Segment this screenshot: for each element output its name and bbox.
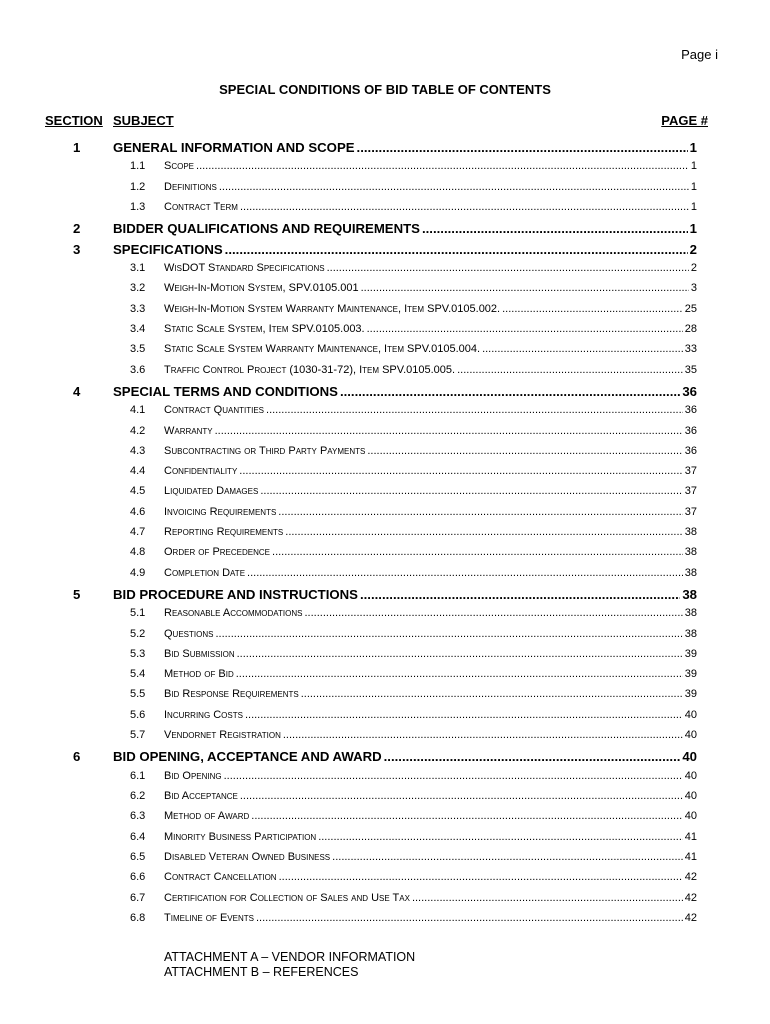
- item-number: 6.8: [130, 911, 146, 924]
- dot-leader: [279, 871, 683, 883]
- toc-item-row: [0, 912, 770, 932]
- item-number: 5.7: [130, 729, 146, 742]
- section-page: 1: [689, 140, 697, 155]
- item-number: 3.6: [130, 363, 146, 376]
- item-title: Contract Cancellation: [164, 871, 277, 884]
- attachment-b: ATTACHMENT B – REFERENCES: [164, 965, 359, 979]
- section-title: SPECIFICATIONS: [113, 241, 223, 257]
- item-page: 40: [684, 790, 697, 803]
- item-number: 1.2: [130, 180, 146, 193]
- section-title: BIDDER QUALIFICATIONS AND REQUIREMENTS: [113, 221, 420, 237]
- item-title: Vendornet Registration: [164, 729, 281, 742]
- item-title: Warranty: [164, 424, 213, 437]
- dot-leader: [482, 343, 683, 355]
- document-title: SPECIAL CONDITIONS OF BID TABLE OF CONTENTS: [219, 82, 551, 97]
- item-title: WisDOT Standard Specifications: [164, 262, 325, 275]
- toc-item-row: [0, 831, 770, 851]
- section-number: 2: [73, 221, 81, 237]
- section-number: 5: [73, 586, 81, 602]
- item-title: Bid Acceptance: [164, 790, 238, 803]
- section-title: SPECIAL TERMS AND CONDITIONS: [113, 383, 338, 399]
- item-page: 1: [690, 180, 697, 193]
- item-page: 33: [684, 343, 697, 356]
- item-number: 1.3: [130, 200, 146, 213]
- item-title: Scope: [164, 160, 195, 173]
- item-page: 38: [684, 526, 697, 539]
- dot-leader: [301, 688, 683, 700]
- item-page: 25: [684, 302, 697, 315]
- item-page: 35: [684, 363, 697, 376]
- dot-leader: [266, 404, 683, 416]
- toc-section-row: [0, 242, 770, 262]
- item-number: 5.3: [130, 647, 146, 660]
- toc-section-row: [0, 384, 770, 404]
- toc-item-row: [0, 546, 770, 566]
- item-page: 1: [690, 160, 697, 173]
- item-title: Invoicing Requirements: [164, 505, 277, 518]
- section-title: BID PROCEDURE AND INSTRUCTIONS: [113, 586, 358, 602]
- toc-item-row: [0, 810, 770, 830]
- toc-section-row: [0, 221, 770, 241]
- toc-column-headers: [45, 113, 708, 131]
- dot-leader: [285, 526, 682, 538]
- item-title: Order of Precedence: [164, 546, 271, 559]
- item-title: Disabled Veteran Owned Business: [164, 850, 331, 863]
- item-number: 4.2: [130, 424, 146, 437]
- item-number: 6.5: [130, 850, 146, 863]
- item-number: 4.3: [130, 444, 146, 457]
- toc-item-row: [0, 201, 770, 221]
- toc-item-row: [0, 526, 770, 546]
- dot-leader: [422, 221, 688, 236]
- toc-section-row: [0, 140, 770, 160]
- item-number: 5.6: [130, 708, 146, 721]
- item-title: Incurring Costs: [164, 708, 243, 721]
- dot-leader: [318, 831, 683, 843]
- page-number: Page i: [681, 47, 718, 62]
- dot-leader: [367, 323, 683, 335]
- dot-leader: [215, 628, 682, 640]
- dot-leader: [245, 709, 683, 721]
- toc-item-row: [0, 404, 770, 424]
- toc-item-row: [0, 790, 770, 810]
- item-number: 4.5: [130, 485, 146, 498]
- item-title: Bid Opening: [164, 769, 222, 782]
- toc-item-row: [0, 668, 770, 688]
- toc-item-row: [0, 343, 770, 363]
- toc-item-row: [0, 262, 770, 282]
- item-page: 28: [684, 322, 697, 335]
- toc-item-row: [0, 729, 770, 749]
- item-title: Reasonable Accommodations: [164, 607, 303, 620]
- dot-leader: [278, 506, 682, 518]
- dot-leader: [340, 384, 680, 399]
- item-number: 6.7: [130, 891, 146, 904]
- item-page: 36: [684, 444, 697, 457]
- item-title: Contract Term: [164, 200, 238, 213]
- dot-leader: [502, 303, 683, 315]
- section-number: 3: [73, 241, 81, 257]
- item-page: 40: [684, 810, 697, 823]
- dot-leader: [357, 140, 688, 155]
- subject-column-header: SUBJECT: [113, 113, 174, 128]
- item-page: 42: [684, 871, 697, 884]
- item-number: 3.4: [130, 322, 146, 335]
- item-number: 6.2: [130, 790, 146, 803]
- dot-leader: [237, 648, 683, 660]
- toc-item-row: [0, 160, 770, 180]
- toc-item-row: [0, 871, 770, 891]
- dot-leader: [225, 242, 688, 257]
- item-number: 1.1: [130, 160, 146, 173]
- section-page: 1: [689, 221, 697, 237]
- item-title: Confidentiality: [164, 465, 238, 478]
- item-page: 38: [684, 566, 697, 579]
- dot-leader: [272, 546, 683, 558]
- item-number: 6.1: [130, 769, 146, 782]
- toc-item-row: [0, 648, 770, 668]
- dot-leader: [305, 607, 683, 619]
- dot-leader: [332, 851, 683, 863]
- section-page: 38: [682, 586, 697, 602]
- toc-item-row: [0, 465, 770, 485]
- toc-item-row: [0, 770, 770, 790]
- dot-leader: [240, 790, 683, 802]
- item-title: Weigh-In-Motion System Warranty Maintenance, Item SPV.0105.002.: [164, 302, 501, 315]
- item-number: 4.9: [130, 566, 146, 579]
- item-page: 37: [684, 485, 697, 498]
- toc-item-row: [0, 445, 770, 465]
- dot-leader: [457, 364, 683, 376]
- toc-item-row: [0, 425, 770, 445]
- dot-leader: [247, 567, 683, 579]
- item-page: 40: [684, 729, 697, 742]
- section-title: GENERAL INFORMATION AND SCOPE: [113, 140, 355, 155]
- item-page: 2: [690, 262, 697, 275]
- toc-section-row: [0, 587, 770, 607]
- item-number: 5.4: [130, 668, 146, 681]
- item-title: Completion Date: [164, 566, 246, 579]
- toc-item-row: [0, 282, 770, 302]
- toc-item-row: [0, 506, 770, 526]
- toc-item-row: [0, 485, 770, 505]
- item-page: 3: [690, 282, 697, 295]
- dot-leader: [236, 668, 683, 680]
- item-page: 38: [684, 627, 697, 640]
- item-title: Certification for Collection of Sales and Use Tax: [164, 891, 410, 904]
- dot-leader: [219, 181, 689, 193]
- item-page: 37: [684, 465, 697, 478]
- item-page: 37: [684, 505, 697, 518]
- dot-leader: [240, 201, 689, 213]
- dot-leader: [256, 912, 683, 924]
- item-number: 6.4: [130, 830, 146, 843]
- item-page: 36: [684, 424, 697, 437]
- dot-leader: [196, 160, 689, 172]
- toc-item-row: [0, 567, 770, 587]
- item-title: Reporting Requirements: [164, 526, 284, 539]
- item-title: Method of Award: [164, 810, 250, 823]
- toc-item-row: [0, 364, 770, 384]
- section-number: 1: [73, 140, 81, 155]
- section-page: 2: [689, 241, 697, 257]
- item-title: Bid Submission: [164, 647, 235, 660]
- item-number: 3.3: [130, 302, 146, 315]
- dot-leader: [367, 445, 682, 457]
- section-column-header: SECTION: [45, 113, 103, 128]
- item-title: Bid Response Requirements: [164, 688, 299, 701]
- item-page: 42: [684, 891, 697, 904]
- item-page: 39: [684, 688, 697, 701]
- item-title: Traffic Control Project (1030-31-72), Item SPV.0105.005.: [164, 363, 456, 376]
- section-title: BID OPENING, ACCEPTANCE AND AWARD: [113, 749, 382, 765]
- dot-leader: [327, 262, 689, 274]
- dot-leader: [384, 749, 681, 764]
- item-title: Liquidated Damages: [164, 485, 259, 498]
- item-title: Questions: [164, 627, 214, 640]
- dot-leader: [239, 465, 682, 477]
- toc-item-row: [0, 303, 770, 323]
- item-title: Minority Business Participation: [164, 830, 317, 843]
- item-number: 5.5: [130, 688, 146, 701]
- item-page: 41: [684, 830, 697, 843]
- item-title: Timeline of Events: [164, 911, 254, 924]
- toc-section-row: [0, 749, 770, 769]
- toc-item-row: [0, 709, 770, 729]
- item-page: 39: [684, 668, 697, 681]
- item-number: 4.7: [130, 526, 146, 539]
- attachments-list: [164, 950, 415, 980]
- item-page: 39: [684, 647, 697, 660]
- item-number: 4.6: [130, 505, 146, 518]
- section-page: 40: [682, 749, 697, 765]
- toc-item-row: [0, 628, 770, 648]
- dot-leader: [260, 485, 682, 497]
- attachment-a: ATTACHMENT A – VENDOR INFORMATION: [164, 950, 416, 964]
- item-title: Method of Bid: [164, 668, 234, 681]
- item-page: 38: [684, 607, 697, 620]
- table-of-contents: [0, 140, 770, 932]
- item-page: 40: [684, 769, 697, 782]
- toc-item-row: [0, 181, 770, 201]
- item-page: 1: [690, 200, 697, 213]
- section-number: 6: [73, 749, 81, 765]
- section-number: 4: [73, 383, 81, 399]
- item-number: 6.6: [130, 871, 146, 884]
- item-page: 40: [684, 708, 697, 721]
- item-number: 4.8: [130, 546, 146, 559]
- item-page: 42: [684, 911, 697, 924]
- item-title: Subcontracting or Third Party Payments: [164, 444, 366, 457]
- item-title: Static Scale System Warranty Maintenance, Item SPV.0105.004.: [164, 343, 481, 356]
- toc-item-row: [0, 892, 770, 912]
- item-title: Static Scale System, Item SPV.0105.003.: [164, 322, 365, 335]
- item-page: 41: [684, 850, 697, 863]
- item-title: Contract Quantities: [164, 404, 265, 417]
- item-number: 3.2: [130, 282, 146, 295]
- dot-leader: [215, 425, 683, 437]
- section-page: 36: [682, 383, 697, 399]
- item-number: 5.1: [130, 607, 146, 620]
- item-number: 6.3: [130, 810, 146, 823]
- item-number: 3.1: [130, 262, 146, 275]
- dot-leader: [361, 282, 689, 294]
- item-number: 4.1: [130, 404, 146, 417]
- toc-item-row: [0, 851, 770, 871]
- toc-item-row: [0, 323, 770, 343]
- item-title: Weigh-In-Motion System, SPV.0105.001: [164, 282, 359, 295]
- dot-leader: [360, 587, 680, 602]
- item-page: 38: [684, 546, 697, 559]
- page-column-header: PAGE #: [661, 113, 708, 128]
- dot-leader: [283, 729, 683, 741]
- item-number: 4.4: [130, 465, 146, 478]
- item-page: 36: [684, 404, 697, 417]
- item-title: Definitions: [164, 180, 217, 193]
- toc-item-row: [0, 688, 770, 708]
- item-number: 5.2: [130, 627, 146, 640]
- item-number: 3.5: [130, 343, 146, 356]
- toc-item-row: [0, 607, 770, 627]
- dot-leader: [224, 770, 683, 782]
- dot-leader: [251, 810, 682, 822]
- dot-leader: [412, 892, 683, 904]
